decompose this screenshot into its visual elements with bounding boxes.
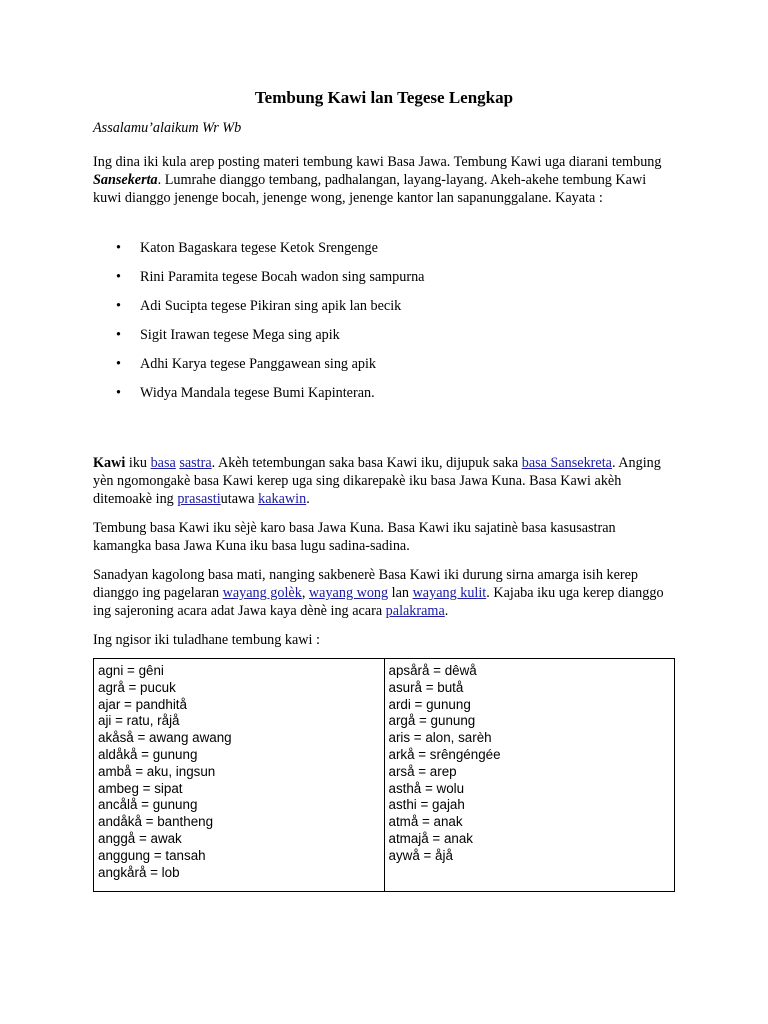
sanadyan-text: Sanadyan kagolong basa mati, nanging sakbenerè Basa Kawi iki durung sirna amarga isih kerep dianggo ing pagelaran	[93, 567, 639, 601]
table-right-column	[384, 659, 675, 892]
sanadyan-paragraph	[93, 566, 675, 620]
document-page	[93, 88, 675, 892]
page-title: Tembung Kawi lan Tegese Lengkap	[254, 88, 514, 107]
link-palakrama[interactable]: palakrama	[385, 603, 445, 619]
table-row: aywå = åjå	[388, 847, 453, 863]
link-wayang-golek[interactable]: wayang golèk	[222, 585, 302, 601]
kawi-term: Kawi	[93, 455, 126, 471]
table-row: argå = gunung	[388, 713, 476, 729]
list-item	[93, 326, 675, 344]
list-item	[93, 384, 675, 402]
table-row: ajar = pandhitå	[98, 696, 187, 712]
kawi-text: . Akèh tetembungan saka basa Kawi iku, dijupuk saka	[211, 455, 522, 471]
intro-text-2: . Lumrahe dianggo tembang, padhalangan, layang-layang. Akeh-akehe tembung Kawi kuwi dianggo jenenge bocah, jenenge wong, jenenge kantor lan sapanunggalane. Kayata :	[93, 172, 647, 206]
sanadyan-text: .	[444, 603, 449, 619]
kawi-text: iku	[125, 455, 151, 471]
link-kakawin[interactable]: kakawin	[258, 491, 307, 507]
table-row: agni = gêni	[98, 663, 164, 678]
bullet-icon: •	[116, 327, 121, 343]
table-row: ardi = gunung	[388, 696, 471, 712]
table-row: agrå = pucuk	[98, 679, 176, 695]
intro-sansekerta: Sansekerta	[93, 172, 158, 188]
examples-list	[93, 239, 675, 402]
link-basa[interactable]: basa	[150, 455, 176, 471]
list-item-text: Katon Bagaskara tegese Ketok Srengenge	[140, 240, 378, 256]
kawi-text: . Anging yèn ngomongakè basa Kawi kerep uga sing dikarepakè iku basa Jawa Kuna. Basa Kawi akèh ditemoakè ing	[93, 455, 661, 507]
table-row: aji = ratu, råjå	[98, 713, 180, 729]
greeting: Assalamu’alaikum Wr Wb	[93, 120, 242, 136]
bullet-icon: •	[116, 298, 121, 314]
bullet-icon: •	[116, 385, 121, 401]
table-row: ancålå = gunung	[98, 797, 198, 813]
table-row: asurå = butå	[388, 679, 464, 695]
table-row: atmajå = anak	[388, 830, 473, 846]
list-item-text: Sigit Irawan tegese Mega sing apik	[140, 327, 340, 343]
sanadyan-text: ,	[301, 585, 309, 601]
tembung-paragraph: Tembung basa Kawi iku sèjè karo basa Jawa Kuna. Basa Kawi iku sajatinè basa kasusastran kamangka basa Jawa Kuna iku basa lugu sadina-sadina.	[93, 520, 616, 554]
table-row: ambeg = sipat	[98, 780, 183, 796]
sanadyan-text: . Kajaba iku uga kerep dianggo ing sajeroning acara adat Jawa kaya dènè ing acara	[93, 585, 664, 619]
bullet-icon: •	[116, 240, 121, 256]
list-item-text: Adhi Karya tegese Panggawean sing apik	[140, 356, 376, 372]
list-item	[93, 297, 675, 315]
table-row: anggå = awak	[98, 830, 182, 846]
link-basa-sansekreta[interactable]: basa Sansekreta	[521, 455, 612, 471]
ngisor-paragraph: Ing ngisor iki tuladhane tembung kawi :	[93, 632, 320, 648]
table-row: aris = alon, sarèh	[388, 730, 492, 746]
table-row: andåkå = bantheng	[98, 814, 214, 830]
table-row: ambå = aku, ingsun	[98, 763, 216, 779]
table-left-column	[94, 659, 385, 892]
list-item-text: Widya Mandala tegese Bumi Kapinteran.	[140, 385, 375, 401]
table-row: aldåkå = gunung	[98, 746, 198, 762]
list-item-text: Adi Sucipta tegese Pikiran sing apik lan becik	[140, 298, 402, 314]
table-row: asthi = gajah	[388, 797, 465, 813]
table-row: angkårå = lob	[98, 864, 180, 880]
list-item	[93, 268, 675, 286]
bullet-icon: •	[116, 269, 121, 285]
intro-paragraph	[93, 153, 675, 207]
list-item-text: Rini Paramita tegese Bocah wadon sing sampurna	[140, 269, 425, 285]
kawi-text: utawa	[220, 491, 259, 507]
intro-text-1: Ing dina iki kula arep posting materi tembung kawi Basa Jawa. Tembung Kawi uga diarani tembung	[93, 154, 662, 170]
table-row: atmå = anak	[388, 814, 463, 830]
list-item	[93, 239, 675, 257]
table-row: arkå = srêngéngée	[388, 746, 501, 762]
link-wayang-wong[interactable]: wayang wong	[308, 585, 389, 601]
table-row: anggung = tansah	[98, 847, 206, 863]
link-prasasti[interactable]: prasasti	[177, 491, 221, 507]
table-row: arså = arep	[388, 763, 457, 779]
table-row: asthå = wolu	[388, 780, 465, 796]
bullet-icon: •	[116, 356, 121, 372]
sanadyan-text: lan	[388, 585, 413, 601]
link-sastra[interactable]: sastra	[179, 455, 212, 471]
kawi-word-table	[93, 658, 675, 892]
table-row: apsårå = dêwå	[388, 663, 477, 678]
table-row: akåså = awang awang	[98, 730, 232, 746]
kawi-paragraph	[93, 454, 675, 508]
link-wayang-kulit[interactable]: wayang kulit	[412, 585, 487, 601]
list-item	[93, 355, 675, 373]
kawi-text: .	[306, 491, 310, 507]
